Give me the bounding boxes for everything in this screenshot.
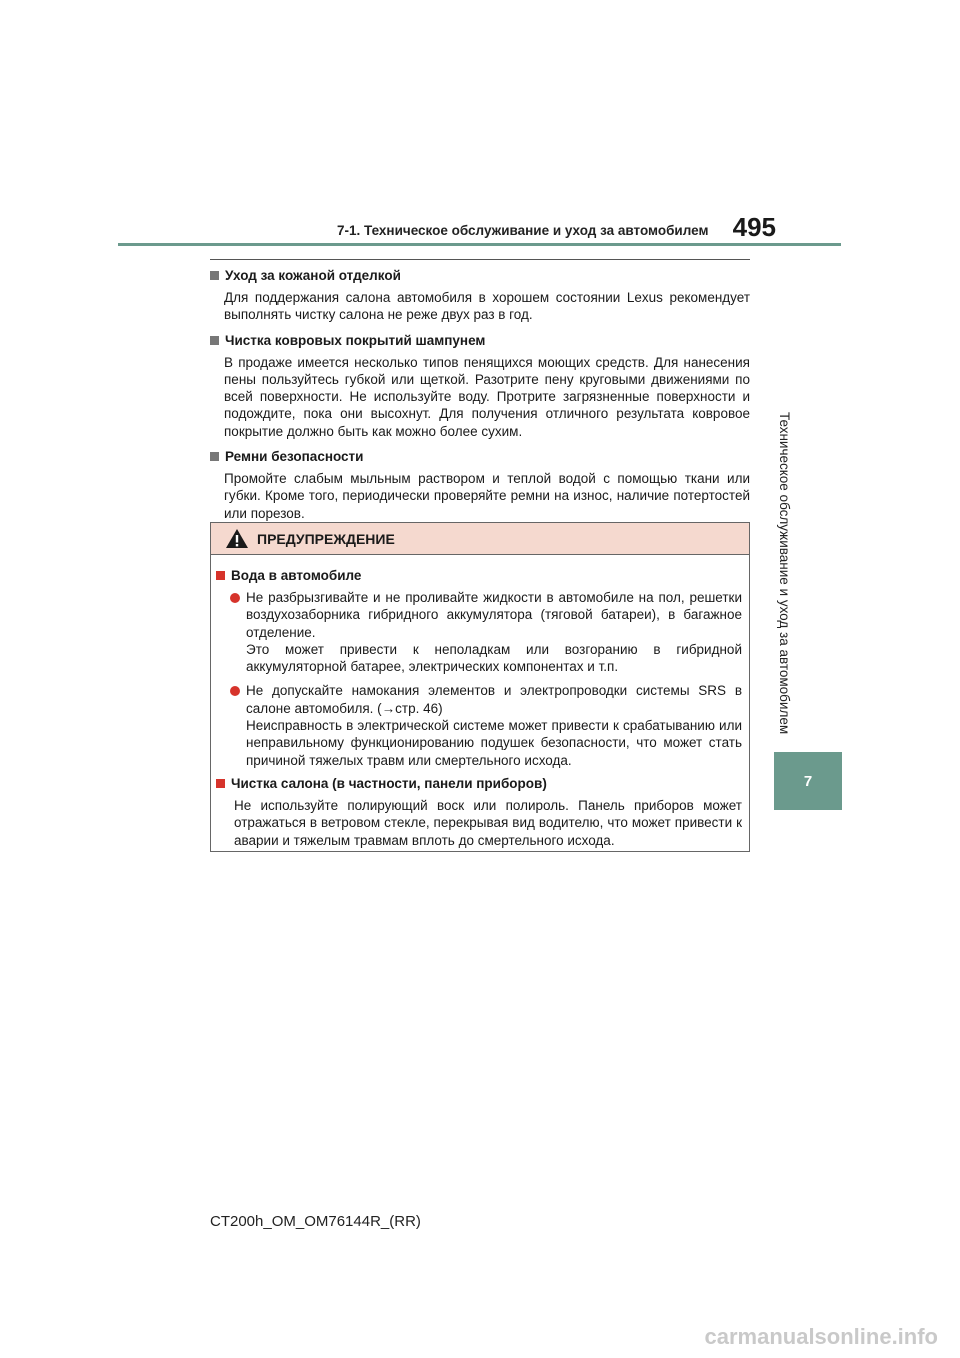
section-title: 7-1. Техническое обслуживание и уход за автомобилем xyxy=(337,223,709,238)
warning-group-heading xyxy=(216,568,742,583)
warning-box xyxy=(210,522,750,852)
warning-header xyxy=(211,523,749,555)
section-heading-text: Уход за кожаной отделкой xyxy=(225,268,401,283)
square-bullet-icon xyxy=(210,452,219,461)
warning-item-note: Неисправность в электрической системе может привести к срабатыванию или неправильному функционированию подушек безопасности, что может стать причиной тяжелых травм или смертельного исхода. xyxy=(246,718,742,768)
square-bullet-icon xyxy=(210,336,219,345)
warning-item xyxy=(230,589,742,675)
warning-group-heading xyxy=(216,776,742,791)
section-leather xyxy=(210,268,750,324)
warning-item-text: Не разбрызгивайте и не проливайте жидкости в автомобиле на пол, решетки воздухозаборника гибридного аккумулятора (тяговой батареи), в багажное отделение. xyxy=(246,590,742,640)
section-text: Для поддержания салона автомобиля в хорошем состоянии Lexus рекомендует выполнять чистку салона не реже двух раз в год. xyxy=(224,290,750,323)
warning-group-text: Не используйте полирующий воск или полироль. Панель приборов может отражаться в ветровом стекле, перекрывая вид водителю, что может привести к аварии и тяжелым травмам вплоть до смертельного исхода. xyxy=(234,797,742,848)
warning-item-text: Не допускайте намокания элементов и электропроводки системы SRS в салоне автомобиля. (→стр. 46) xyxy=(246,683,742,716)
section-heading-text: Ремни безопасности xyxy=(225,449,364,465)
warning-body xyxy=(211,555,749,849)
red-square-bullet-icon xyxy=(216,571,225,580)
section-heading xyxy=(210,268,750,283)
red-square-bullet-icon xyxy=(216,779,225,788)
warning-group-heading-text: Вода в автомобиле xyxy=(231,568,362,583)
warning-item xyxy=(230,682,742,768)
page-number: 495 xyxy=(732,212,776,242)
section-carpet xyxy=(210,333,750,440)
red-dot-bullet-icon xyxy=(230,593,240,603)
document-code: CT200h_OM_OM76144R_(RR) xyxy=(210,1213,421,1230)
chapter-tab xyxy=(774,752,842,810)
section-heading xyxy=(210,333,750,348)
section-text: Промойте слабым мыльным раствором и теплой водой с помощью ткани или губки. Кроме того, периодически проверяйте ремни на износ, наличие потертостей или порезов. xyxy=(224,471,750,521)
chapter-number: 7 xyxy=(803,772,813,790)
section-text: В продаже имеется несколько типов пенящихся моющих средств. Для нанесения пены пользуйтесь губкой или щеткой. Разотрите пену круговыми движениями по всей поверхности. Не используйте воду. Протрите загрязненные поверхности и подождите, пока они высохнут. Для получения отличного результата ковровое покрытие должно быть как можно более сухим. xyxy=(224,354,750,439)
header-rule xyxy=(118,243,841,246)
section-heading xyxy=(210,449,750,464)
warning-title: ПРЕДУПРЕЖДЕНИЕ xyxy=(257,530,395,547)
chapter-label-text: Техническое обслуживание и уход за автомобилем xyxy=(777,412,792,735)
red-dot-bullet-icon xyxy=(230,686,240,696)
section-heading-text: Чистка ковровых покрытий шампунем xyxy=(225,332,486,348)
warning-group-heading-text: Чистка салона (в частности, панели приборов) xyxy=(231,775,547,791)
section-seatbelts xyxy=(210,449,750,522)
square-bullet-icon xyxy=(210,271,219,280)
warning-item-note: Это может привести к неполадкам или возгоранию в гибридной аккумуляторной батарее, электрических компонентах и т.п. xyxy=(246,641,742,675)
content-rule xyxy=(210,259,750,260)
watermark: carmanualsonline.info xyxy=(704,1324,938,1349)
warning-triangle-icon xyxy=(225,528,249,549)
main-content xyxy=(210,268,750,531)
